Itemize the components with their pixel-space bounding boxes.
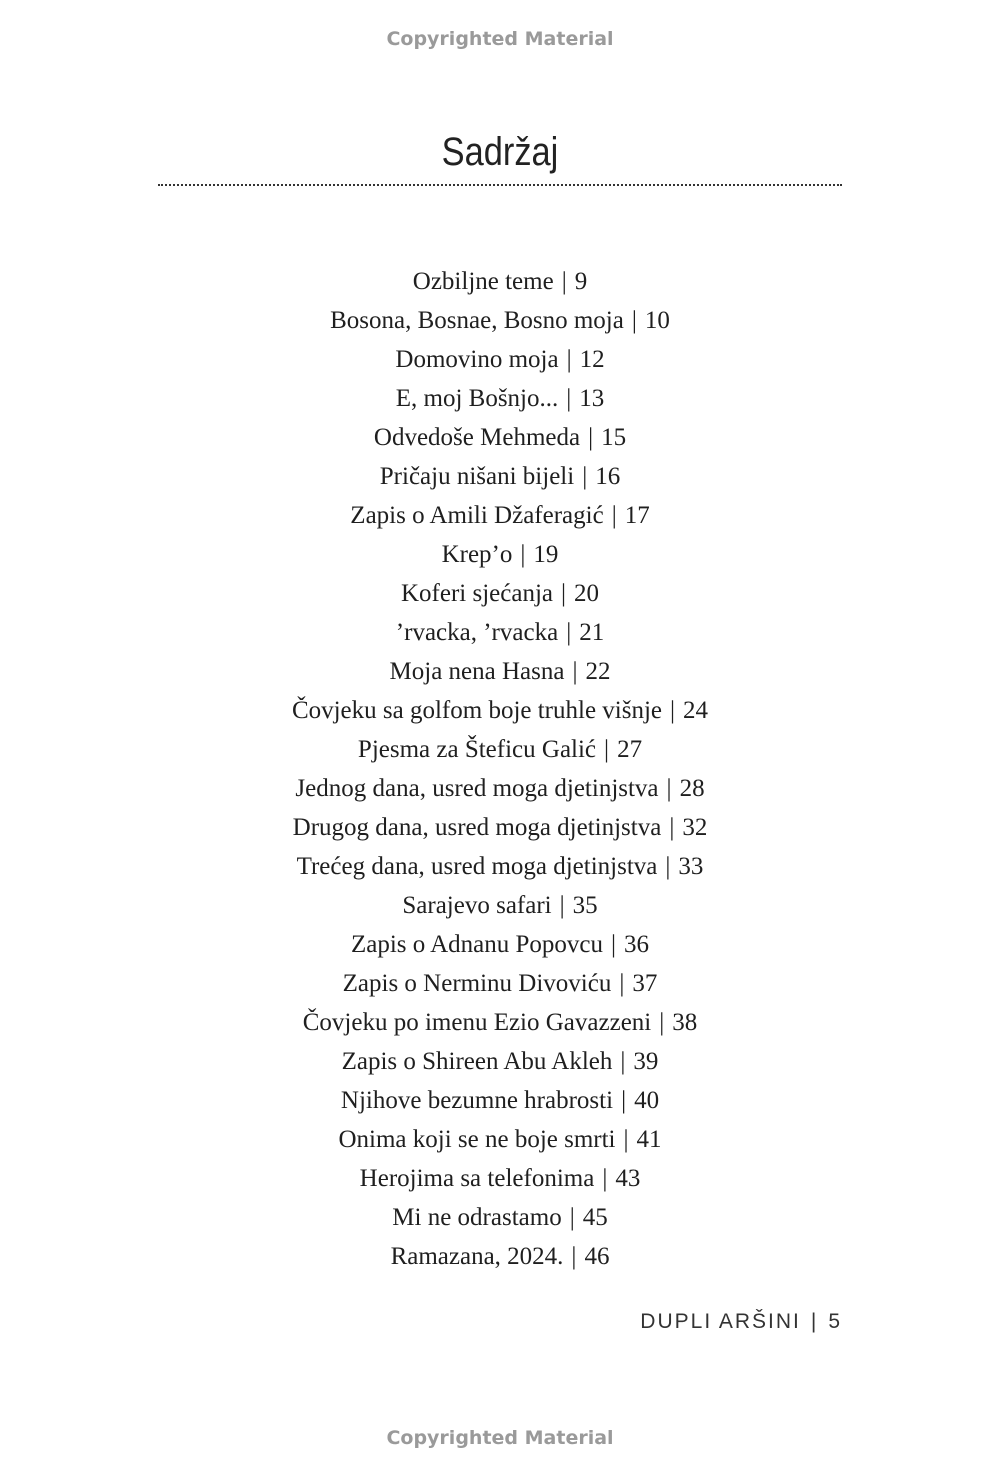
toc-entry-page: 19	[533, 541, 559, 568]
toc-entry-page: 10	[644, 307, 670, 334]
toc-entry-title: Jednog dana, usred moga djetinjstva	[295, 775, 659, 802]
toc-entry-title: Zapis o Amili Džaferagić	[350, 502, 604, 529]
toc-separator: |	[566, 385, 572, 412]
toc-entry-page: 35	[572, 892, 598, 919]
toc-entry	[0, 925, 1000, 964]
page-title: Sadržaj	[441, 130, 559, 174]
toc-separator: |	[604, 736, 610, 763]
toc-separator: |	[659, 1009, 665, 1036]
toc-entry-title: Zapis o Adnanu Popovcu	[350, 931, 604, 958]
toc-entry	[0, 964, 1000, 1003]
toc-entry	[0, 730, 1000, 769]
toc-entry-title: Moja nena Hasna	[389, 658, 565, 685]
toc-separator: |	[631, 307, 637, 334]
toc-entry-title: Zapis o Nerminu Divoviću	[342, 970, 612, 997]
toc-separator: |	[561, 268, 567, 295]
toc-separator: |	[665, 853, 671, 880]
toc-entry-page: 21	[579, 619, 605, 646]
toc-separator: |	[571, 1243, 577, 1270]
footer-page-number: 5	[828, 1310, 842, 1333]
toc-entry-page: 20	[574, 580, 600, 607]
toc-entry-page: 9	[574, 268, 588, 295]
copyright-watermark-bottom: Copyrighted Material	[386, 1427, 614, 1449]
toc-separator: |	[561, 580, 567, 607]
toc-entry-page: 22	[585, 658, 611, 685]
toc-entry-title: Bosona, Bosnae, Bosno moja	[330, 307, 624, 334]
toc-entry	[0, 496, 1000, 535]
toc-entry	[0, 301, 1000, 340]
toc-entry-page: 36	[624, 931, 650, 958]
toc-entry	[0, 1159, 1000, 1198]
toc-entry-title: Koferi sjećanja	[400, 580, 553, 607]
toc-entry	[0, 1081, 1000, 1120]
toc-entry-title: Čovjeku sa golfom boje truhle višnje	[291, 697, 663, 724]
toc-entry	[0, 847, 1000, 886]
toc-entry-page: 38	[672, 1009, 698, 1036]
toc-entry-title: Ramazana, 2024.	[390, 1243, 564, 1270]
toc-entry-title: Zapis o Shireen Abu Akleh	[341, 1048, 613, 1075]
toc-entry-title: ’rvacka, ’rvacka	[395, 619, 559, 646]
toc-entry	[0, 1003, 1000, 1042]
toc-separator: |	[670, 697, 676, 724]
toc-entry-page: 24	[683, 697, 709, 724]
toc-entry-page: 27	[617, 736, 643, 763]
toc-entry	[0, 691, 1000, 730]
toc-entry	[0, 886, 1000, 925]
toc-entry-title: Mi ne odrastamo	[392, 1204, 562, 1231]
toc-entry-page: 37	[632, 970, 658, 997]
toc-entry-page: 43	[615, 1165, 641, 1192]
toc-separator: |	[520, 541, 526, 568]
toc-separator: |	[611, 502, 617, 529]
toc-entry-page: 13	[579, 385, 605, 412]
toc-separator: |	[620, 1048, 626, 1075]
toc-separator: |	[566, 346, 572, 373]
toc-entry-page: 32	[682, 814, 708, 841]
toc-separator: |	[588, 424, 594, 451]
toc-entry-title: E, moj Bošnjo...	[395, 385, 559, 412]
toc-separator: |	[669, 814, 675, 841]
running-footer	[640, 1310, 842, 1334]
toc-entry-title: Čovjeku po imenu Ezio Gavazzeni	[302, 1009, 652, 1036]
toc-separator: |	[666, 775, 672, 802]
toc-entry-title: Pjesma za Šteficu Galić	[357, 736, 597, 763]
toc-entry-title: Njihove bezumne hrabrosti	[340, 1087, 614, 1114]
title-dotted-rule	[158, 184, 842, 186]
toc-separator: |	[559, 892, 565, 919]
toc-entry-page: 28	[679, 775, 705, 802]
toc-entry	[0, 808, 1000, 847]
toc-entry	[0, 613, 1000, 652]
toc-entry-title: Trećeg dana, usred moga djetinjstva	[296, 853, 658, 880]
toc-entry	[0, 769, 1000, 808]
toc-entry-title: Herojima sa telefonima	[359, 1165, 595, 1192]
toc-entry-page: 46	[584, 1243, 610, 1270]
toc-entry-page: 12	[579, 346, 605, 373]
toc-entry-title: Onima koji se ne boje smrti	[338, 1126, 616, 1153]
toc-entry	[0, 1042, 1000, 1081]
toc-entry	[0, 535, 1000, 574]
toc-entry-page: 33	[678, 853, 704, 880]
toc-entry	[0, 262, 1000, 301]
table-of-contents	[0, 262, 1000, 1276]
toc-entry-page: 40	[634, 1087, 660, 1114]
toc-entry	[0, 1120, 1000, 1159]
toc-entry-page: 39	[633, 1048, 659, 1075]
toc-entry-page: 16	[595, 463, 621, 490]
footer-book-title: DUPLI ARŠINI	[640, 1310, 801, 1333]
footer-separator: |	[810, 1310, 819, 1333]
toc-entry-title: Domovino moja	[395, 346, 559, 373]
toc-entry-title: Odvedoše Mehmeda	[373, 424, 581, 451]
toc-entry-page: 41	[636, 1126, 662, 1153]
toc-entry	[0, 379, 1000, 418]
toc-entry-page: 45	[582, 1204, 608, 1231]
toc-separator: |	[566, 619, 572, 646]
copyright-watermark-top: Copyrighted Material	[386, 28, 614, 50]
toc-entry	[0, 652, 1000, 691]
toc-separator: |	[582, 463, 588, 490]
toc-entry	[0, 418, 1000, 457]
toc-separator: |	[621, 1087, 627, 1114]
toc-separator: |	[602, 1165, 608, 1192]
toc-entry-title: Drugog dana, usred moga djetinjstva	[292, 814, 662, 841]
toc-entry	[0, 340, 1000, 379]
toc-separator: |	[619, 970, 625, 997]
toc-entry-title: Krep’o	[441, 541, 513, 568]
toc-entry-page: 15	[601, 424, 627, 451]
toc-separator: |	[572, 658, 578, 685]
toc-entry-title: Pričaju nišani bijeli	[379, 463, 575, 490]
toc-entry	[0, 1198, 1000, 1237]
toc-entry-page: 17	[624, 502, 650, 529]
toc-entry	[0, 574, 1000, 613]
toc-entry	[0, 1237, 1000, 1276]
toc-separator: |	[611, 931, 617, 958]
toc-entry	[0, 457, 1000, 496]
toc-entry-title: Sarajevo safari	[402, 892, 552, 919]
toc-separator: |	[569, 1204, 575, 1231]
toc-entry-title: Ozbiljne teme	[412, 268, 554, 295]
toc-separator: |	[623, 1126, 629, 1153]
